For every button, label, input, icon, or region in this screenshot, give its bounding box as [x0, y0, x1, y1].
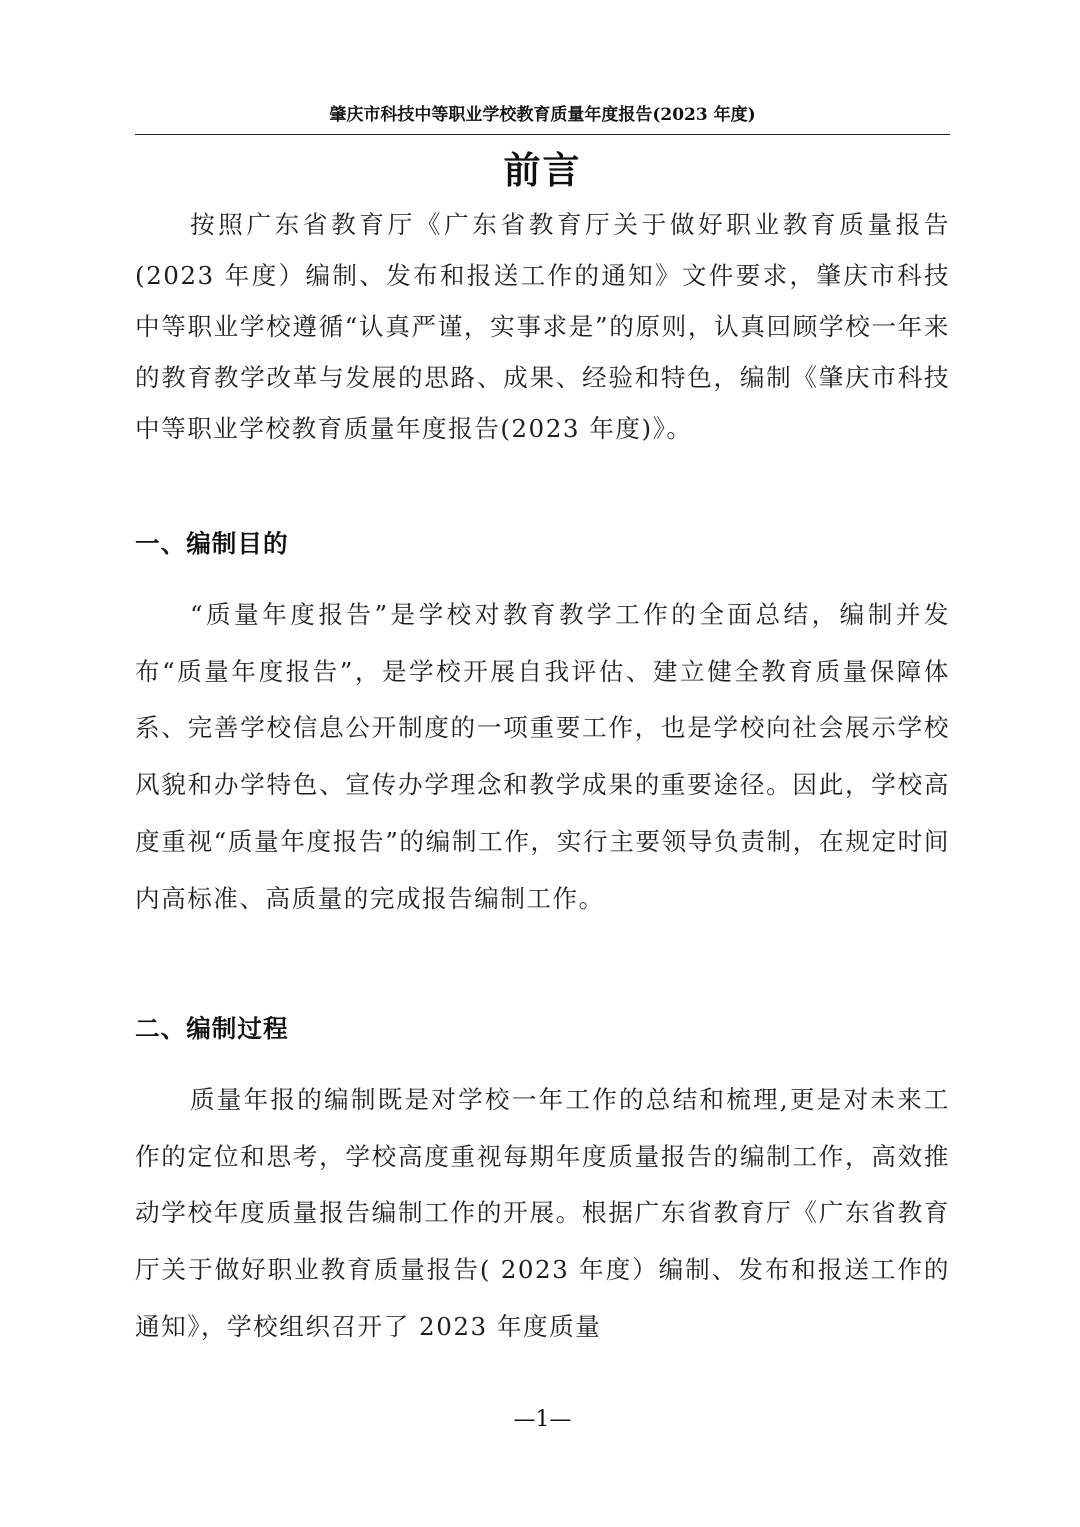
intro-paragraph: 按照广东省教育厅《广东省教育厅关于做好职业教育质量报告(2023 年度）编制、发布和报送工作的通知》文件要求，肇庆市科技中等职业学校遵循“认真严谨，实事求是”的原则，认真回顾学校一年来的教育教学改革与发展的思路、成果、经验和特色，编制《肇庆市科技中等职业学校教育质量年度报告(2023 年度)》。	[135, 210, 950, 443]
section-heading-process: 二、编制过程	[135, 1014, 289, 1043]
page-title: 前言	[503, 149, 582, 192]
section-paragraph-process: 质量年报的编制既是对学校一年工作的总结和梳理,更是对未来工作的定位和思考，学校高度重视每期年度质量报告的编制工作，高效推动学校年度质量报告编制工作的开展。根据广东省教育厅《广东省教育厅关于做好职业教育质量报告( 2023 年度）编制、发布和报送工作的通知》，学校组织召开了 2023 年度质量	[135, 1085, 950, 1341]
section-paragraph-purpose: “质量年度报告”是学校对教育教学工作的全面总结，编制并发布“质量年度报告”，是学校开展自我评估、建立健全教育质量保障体系、完善学校信息公开制度的一项重要工作，也是学校向社会展示学校风貌和办学特色、宣传办学理念和教学成果的重要途径。因此，学校高度重视“质量年度报告”的编制工作，实行主要领导负责制，在规定时间内高标准、高质量的完成报告编制工作。	[135, 600, 950, 913]
section-heading-purpose: 一、编制目的	[135, 529, 289, 558]
running-header: 肇庆市科技中等职业学校教育质量年度报告(2023 年度)	[329, 105, 756, 125]
page-number: —1—	[513, 1407, 572, 1432]
header-divider	[135, 134, 950, 135]
